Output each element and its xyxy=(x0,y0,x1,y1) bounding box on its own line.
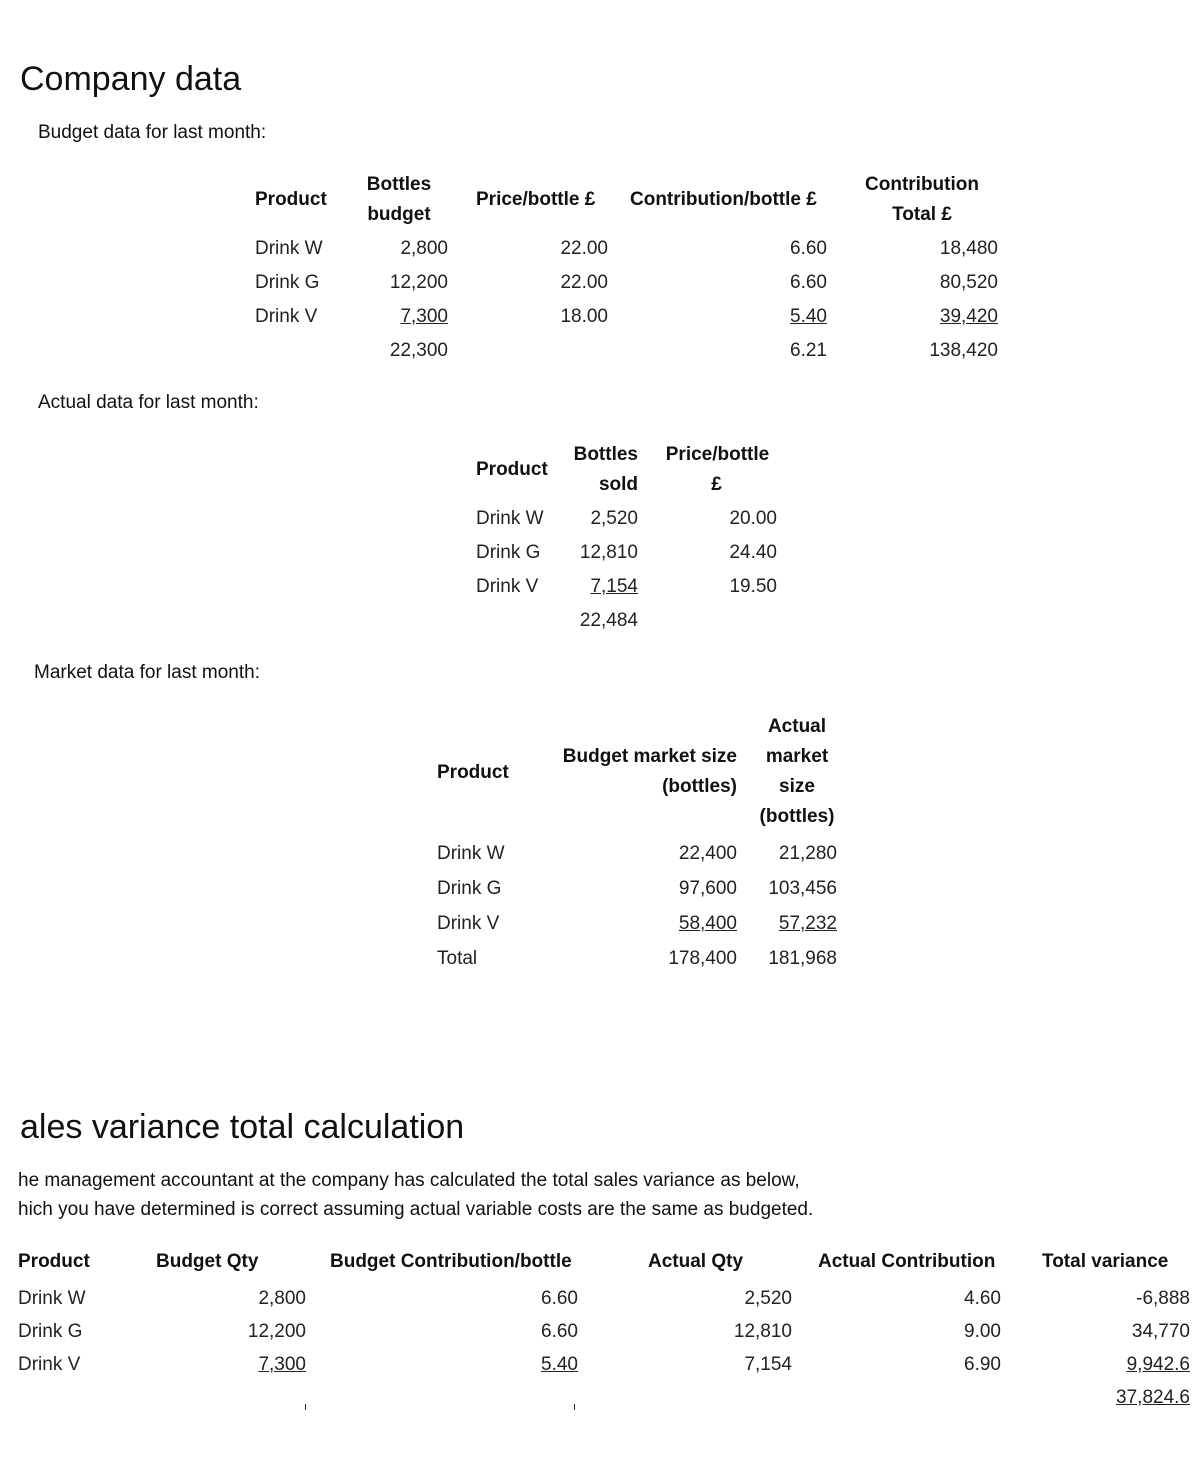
variance-header-actual-contribution: Actual Contribution xyxy=(818,1251,996,1272)
actual-total-sold: 22,484 xyxy=(579,610,638,631)
variance-row-budget-qty: 7,300 xyxy=(258,1354,306,1375)
actual-header-price: Price/bottle £ xyxy=(665,444,770,495)
variance-row-budget-contribution: 6.60 xyxy=(541,1288,578,1309)
budget-row-price: 18.00 xyxy=(560,306,608,327)
budget-header-contribution: Contribution/bottle £ xyxy=(630,189,817,210)
market-row-product: Drink W xyxy=(437,843,505,864)
budget-row-contribution: 6.60 xyxy=(790,238,827,259)
actual-row-sold: 12,810 xyxy=(579,542,638,563)
budget-row-contribution: 6.60 xyxy=(790,272,827,293)
budget-row-total: 80,520 xyxy=(939,272,998,293)
market-row-budget: 97,600 xyxy=(678,878,737,899)
market-row-budget: 178,400 xyxy=(668,948,737,969)
variance-row-actual-qty: 12,810 xyxy=(733,1321,792,1342)
variance-row-total: -6,888 xyxy=(1136,1288,1190,1309)
market-header-budget: Budget market size (bottles) xyxy=(562,746,737,797)
variance-row-total: 9,942.6 xyxy=(1126,1354,1190,1375)
budget-row-product: Drink V xyxy=(255,306,318,327)
variance-row-actual-qty: 2,520 xyxy=(744,1288,792,1309)
variance-header-budget-contribution: Budget Contribution/bottle xyxy=(330,1251,572,1272)
budget-header-product: Product xyxy=(255,189,327,210)
market-row-actual: 21,280 xyxy=(778,843,837,864)
variance-row-budget-qty: 12,200 xyxy=(247,1321,306,1342)
budget-row-price: 22.00 xyxy=(560,238,608,259)
variance-row-actual-qty: 7,154 xyxy=(744,1354,792,1375)
actual-header-sold: Bottles sold xyxy=(573,444,638,495)
variance-text-line-2: hich you have determined is correct assuming actual variable costs are the same as budgeted. xyxy=(18,1199,814,1220)
blank-total-mark xyxy=(305,1404,306,1410)
budget-header-price: Price/bottle £ xyxy=(476,189,596,210)
budget-row-total: 18,480 xyxy=(939,238,998,259)
budget-row-contribution: 5.40 xyxy=(790,306,827,327)
actual-row-price: 24.40 xyxy=(729,542,777,563)
variance-header-total: Total variance xyxy=(1042,1251,1169,1272)
budget-header-bottles: Bottles budget xyxy=(366,174,432,225)
variance-row-product: Drink V xyxy=(18,1354,81,1375)
variance-row-actual-contribution: 4.60 xyxy=(964,1288,1001,1309)
market-row-budget: 58,400 xyxy=(678,913,737,934)
actual-header-product: Product xyxy=(476,459,548,480)
budget-row-bottles: 7,300 xyxy=(400,306,448,327)
budget-total-contribution: 6.21 xyxy=(790,340,827,361)
budget-total-amount: 138,420 xyxy=(929,340,998,361)
market-header-actual: Actual market size (bottles) xyxy=(759,716,835,827)
variance-row-product: Drink G xyxy=(18,1321,83,1342)
variance-row-budget-contribution: 5.40 xyxy=(541,1354,578,1375)
variance-grand-total: 37,824.6 xyxy=(1116,1387,1190,1408)
budget-row-price: 22.00 xyxy=(560,272,608,293)
budget-row-product: Drink G xyxy=(255,272,320,293)
budget-header-total: Contribution Total £ xyxy=(865,174,979,225)
variance-header-product: Product xyxy=(18,1251,90,1272)
budget-row-product: Drink W xyxy=(255,238,323,259)
market-row-actual: 181,968 xyxy=(768,948,837,969)
actual-row-sold: 7,154 xyxy=(590,576,638,597)
variance-row-product: Drink W xyxy=(18,1288,86,1309)
market-row-actual: 57,232 xyxy=(778,913,837,934)
market-row-product: Total xyxy=(437,948,478,969)
variance-row-budget-contribution: 6.60 xyxy=(541,1321,578,1342)
page-title: Company data xyxy=(20,60,242,98)
budget-row-total: 39,420 xyxy=(939,306,998,327)
variance-row-actual-contribution: 6.90 xyxy=(964,1354,1001,1375)
actual-section-label: Actual data for last month: xyxy=(38,392,259,413)
market-row-product: Drink V xyxy=(437,913,500,934)
variance-header-actual-qty: Actual Qty xyxy=(648,1251,744,1272)
variance-title: ales variance total calculation xyxy=(20,1108,465,1146)
actual-row-price: 19.50 xyxy=(729,576,777,597)
budget-total-bottles: 22,300 xyxy=(389,340,448,361)
variance-row-budget-qty: 2,800 xyxy=(258,1288,306,1309)
actual-row-product: Drink V xyxy=(476,576,539,597)
actual-row-price: 20.00 xyxy=(729,508,777,529)
budget-section-label: Budget data for last month: xyxy=(38,122,267,143)
variance-row-actual-contribution: 9.00 xyxy=(964,1321,1001,1342)
variance-text-line-1: he management accountant at the company has calculated the total sales variance as below, xyxy=(18,1170,800,1191)
actual-row-product: Drink G xyxy=(476,542,541,563)
variance-row-total: 34,770 xyxy=(1131,1321,1190,1342)
market-section-label: Market data for last month: xyxy=(34,662,260,683)
market-row-actual: 103,456 xyxy=(768,878,837,899)
market-row-product: Drink G xyxy=(437,878,502,899)
market-row-budget: 22,400 xyxy=(678,843,737,864)
budget-row-bottles: 12,200 xyxy=(389,272,448,293)
actual-row-product: Drink W xyxy=(476,508,544,529)
blank-total-mark xyxy=(574,1404,575,1410)
market-header-product: Product xyxy=(437,762,509,783)
variance-header-budget-qty: Budget Qty xyxy=(156,1251,259,1272)
actual-row-sold: 2,520 xyxy=(590,508,638,529)
budget-row-bottles: 2,800 xyxy=(400,238,448,259)
